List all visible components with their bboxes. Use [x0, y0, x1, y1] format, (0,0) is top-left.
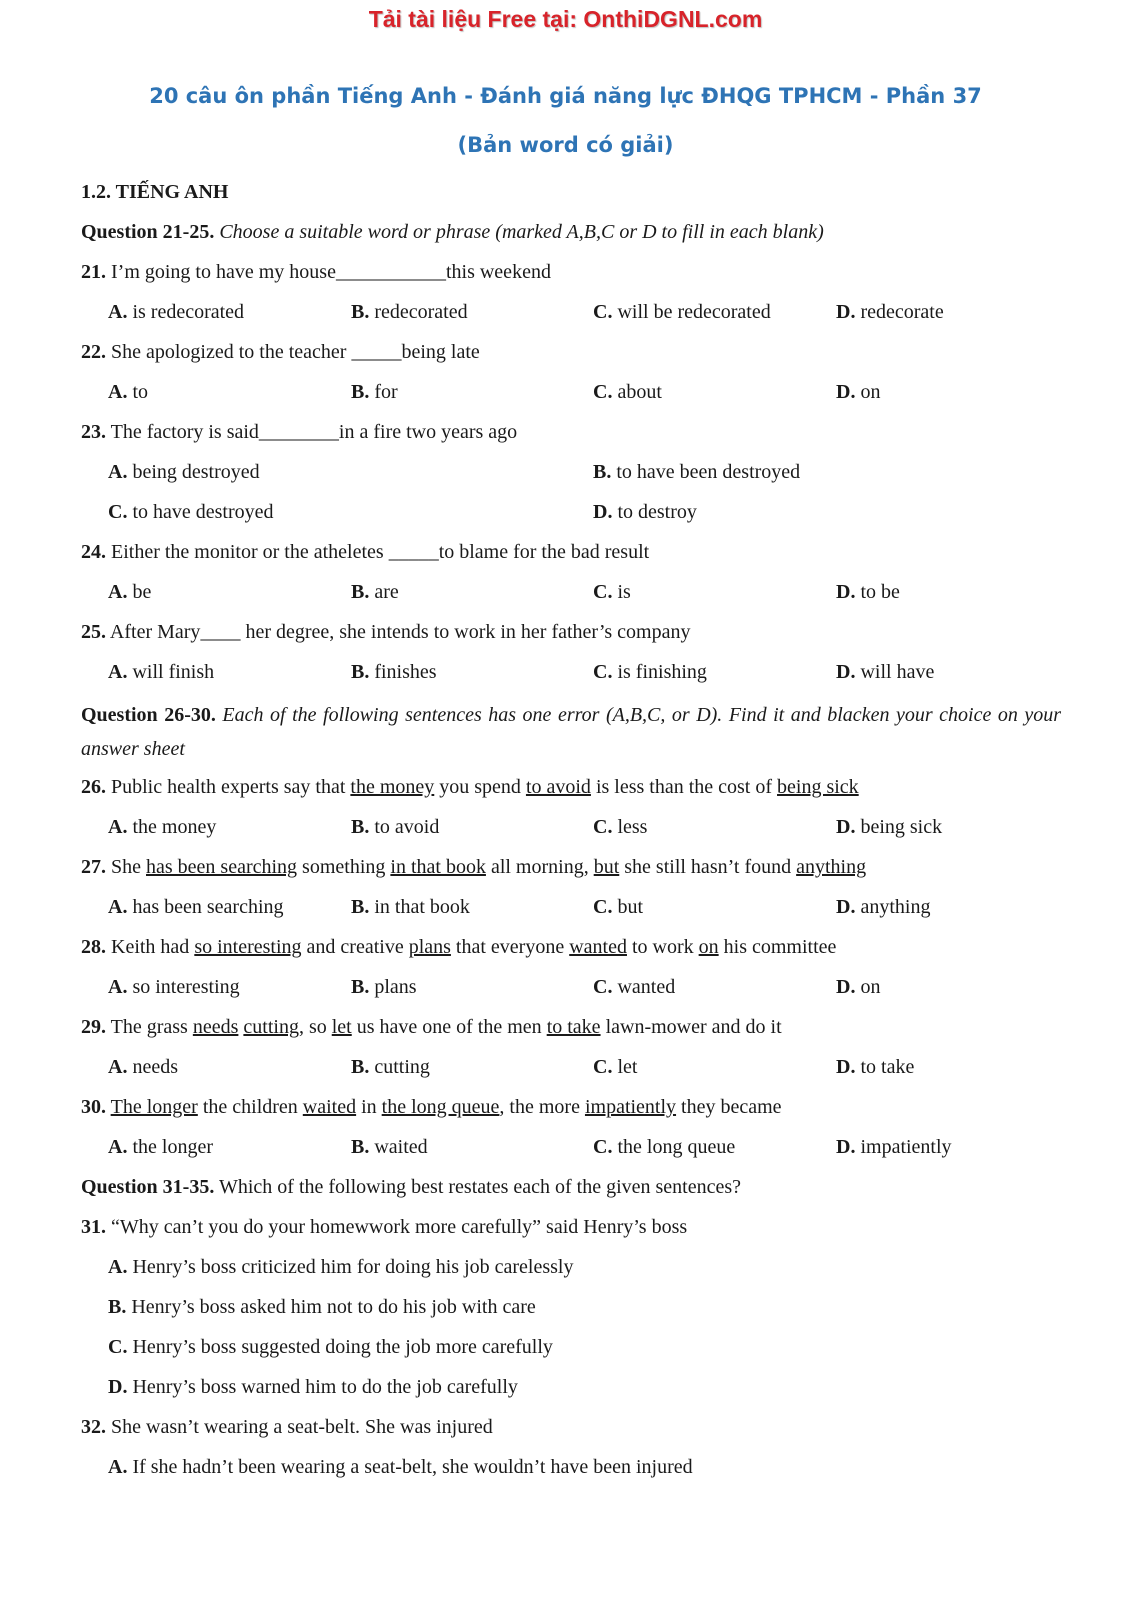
option-c[interactable]: C. will be redecorated	[593, 301, 771, 323]
underlined-segment: the money	[350, 776, 435, 798]
option-a[interactable]: A. to	[108, 381, 149, 403]
option-d[interactable]: D. Henry’s boss warned him to do the job carefully	[108, 1376, 518, 1398]
underlined-segment: impatiently	[584, 1096, 677, 1118]
option-a[interactable]: A. is redecorated	[108, 301, 245, 323]
underlined-segment: on	[698, 936, 719, 958]
options-22	[81, 378, 1061, 418]
question-text: her degree, she intends to work in her father’s company	[245, 621, 691, 643]
question-text: I’m going to have my house	[111, 261, 336, 283]
underlined-segment: so interesting	[194, 936, 302, 958]
option-a[interactable]: A. the money	[108, 816, 217, 838]
group-instruction: Each of the following sentences has one error (A,B,C, or D). Find it and blacken your choice on your answer sheet	[81, 704, 1062, 760]
option-d[interactable]: D. on	[836, 976, 881, 998]
options-21	[81, 298, 1061, 338]
option-a[interactable]: A. the longer	[108, 1136, 213, 1158]
option-d[interactable]: D. to destroy	[593, 501, 697, 523]
underlined-segment: but	[593, 856, 620, 878]
underlined-segment: the long queue	[381, 1096, 500, 1118]
option-a[interactable]: A. Henry’s boss criticized him for doing his job carelessly	[108, 1256, 574, 1278]
option-b[interactable]: B. plans	[351, 976, 417, 998]
question-32	[81, 1413, 1061, 1453]
question-number: 25.	[81, 621, 106, 643]
question-number: 21.	[81, 261, 106, 283]
question-23	[81, 418, 1061, 458]
option-b[interactable]: B. in that book	[351, 896, 470, 918]
question-29: 29. The grass needs cutting, so let us have one of the men to take lawn-mower and do it	[81, 1016, 782, 1038]
group-instruction: Choose a suitable word or phrase (marked A,B,C or D to fill in each blank)	[219, 221, 824, 243]
question-number: 23.	[81, 421, 106, 443]
underlined-segment: plans	[408, 936, 451, 958]
group-heading-21-25	[81, 218, 1061, 258]
options-30	[81, 1133, 1061, 1173]
option-d[interactable]: D. impatiently	[836, 1136, 952, 1158]
document-subtitle: (Bản word có giải)	[457, 133, 674, 157]
group-label: Question 26-30.	[81, 704, 216, 726]
option-a[interactable]: A. being destroyed	[108, 461, 260, 483]
blank: _____	[351, 341, 402, 363]
question-text: Either the monitor or the atheletes	[111, 541, 384, 563]
question-number: 32.	[81, 1416, 106, 1438]
option-b[interactable]: B. to avoid	[351, 816, 440, 838]
section-heading: 1.2. TIẾNG ANH	[81, 181, 229, 203]
option-c[interactable]: C. is	[593, 581, 631, 603]
question-text: “Why can’t you do your homewwork more carefully” said Henry’s boss	[111, 1216, 688, 1238]
question-30: 30. The longer the children waited in the long queue, the more impatiently they became	[81, 1096, 782, 1118]
question-text: being late	[401, 341, 480, 363]
underlined-segment: wanted	[569, 936, 627, 958]
underlined-segment: in that book	[390, 856, 486, 878]
option-a[interactable]: A. be	[108, 581, 152, 603]
option-d[interactable]: D. will have	[836, 661, 935, 683]
question-text: The factory is said	[110, 421, 259, 443]
option-c[interactable]: C. Henry’s boss suggested doing the job more carefully	[108, 1336, 553, 1358]
question-number: 28.	[81, 936, 106, 958]
option-d[interactable]: D. being sick	[836, 816, 943, 838]
option-c[interactable]: C. to have destroyed	[108, 501, 274, 523]
question-number: 29.	[81, 1016, 106, 1038]
underlined-segment: The longer	[110, 1096, 198, 1118]
question-text: in a fire two years ago	[338, 421, 518, 443]
question-31	[81, 1213, 1061, 1253]
question-25	[81, 618, 1061, 658]
question-27: 27. She has been searching something in that book all morning, but she still hasn’t found anything	[81, 856, 867, 878]
option-d[interactable]: D. to be	[836, 581, 900, 603]
options-26	[81, 813, 1061, 853]
options-25	[81, 658, 1061, 698]
option-d[interactable]: D. anything	[836, 896, 931, 918]
group-label: Question 21-25.	[81, 221, 215, 243]
question-number: 24.	[81, 541, 106, 563]
group-heading-31-35	[81, 1173, 1061, 1213]
option-d[interactable]: D. on	[836, 381, 881, 403]
question-24	[81, 538, 1061, 578]
question-22	[81, 338, 1061, 378]
options-24	[81, 578, 1061, 618]
underlined-segment: to take	[546, 1016, 601, 1038]
option-c[interactable]: C. the long queue	[593, 1136, 736, 1158]
option-c[interactable]: C. less	[593, 816, 648, 838]
question-text: After Mary	[109, 621, 201, 643]
option-a[interactable]: A. If she hadn’t been wearing a seat-belt, she wouldn’t have been injured	[108, 1456, 693, 1478]
underlined-segment: cutting	[243, 1016, 299, 1038]
blank: ________	[258, 421, 339, 443]
underlined-segment: being sick	[777, 776, 859, 798]
question-number: 31.	[81, 1216, 106, 1238]
option-a[interactable]: A. so interesting	[108, 976, 240, 998]
option-a[interactable]: A. needs	[108, 1056, 178, 1078]
option-b[interactable]: B. finishes	[351, 661, 437, 683]
group-heading-26-30	[81, 698, 1061, 773]
option-b[interactable]: B. for	[351, 381, 398, 403]
option-d[interactable]: D. redecorate	[836, 301, 944, 323]
question-number: 22.	[81, 341, 106, 363]
question-26: 26. Public health experts say that the money you spend to avoid is less than the cost of being sick	[81, 776, 859, 798]
group-instruction: Which of the following best restates each of the given sentences?	[218, 1176, 742, 1198]
underlined-segment: has been searching	[146, 856, 298, 878]
option-c[interactable]: C. let	[593, 1056, 638, 1078]
question-text: She apologized to the teacher	[111, 341, 347, 363]
options-28	[81, 973, 1061, 1013]
blank: ___________	[335, 261, 446, 283]
option-c[interactable]: C. but	[593, 896, 644, 918]
document-title: 20 câu ôn phần Tiếng Anh - Đánh giá năng lực ĐHQG TPHCM - Phần 37	[149, 84, 982, 108]
group-label: Question 31-35.	[81, 1176, 215, 1198]
option-a[interactable]: A. will finish	[108, 661, 215, 683]
blank: _____	[388, 541, 439, 563]
question-number: 26.	[81, 776, 106, 798]
option-b[interactable]: B. cutting	[351, 1056, 430, 1078]
underlined-segment: needs	[192, 1016, 239, 1038]
underlined-segment: waited	[302, 1096, 357, 1118]
option-c[interactable]: C. wanted	[593, 976, 676, 998]
document-body	[81, 178, 1061, 1493]
question-number: 30.	[81, 1096, 106, 1118]
options-23-row2	[81, 498, 1061, 538]
options-23-row1	[81, 458, 1061, 498]
options-27	[81, 893, 1061, 933]
question-21	[81, 258, 1061, 298]
option-d[interactable]: D. to take	[836, 1056, 915, 1078]
option-b[interactable]: B. redecorated	[351, 301, 468, 323]
question-text: She wasn’t wearing a seat-belt. She was injured	[111, 1416, 493, 1438]
option-c[interactable]: C. is finishing	[593, 661, 707, 683]
site-banner: Tải tài liệu Free tại: OnthiDGNL.com	[368, 6, 763, 32]
question-text: this weekend	[445, 261, 551, 283]
underlined-segment: anything	[796, 856, 867, 878]
option-b[interactable]: B. to have been destroyed	[593, 461, 801, 483]
option-b[interactable]: B. Henry’s boss asked him not to do his job with care	[108, 1296, 536, 1318]
options-29	[81, 1053, 1061, 1093]
option-c[interactable]: C. about	[593, 381, 662, 403]
option-b[interactable]: B. waited	[351, 1136, 428, 1158]
option-b[interactable]: B. are	[351, 581, 399, 603]
blank: ____	[200, 621, 241, 643]
question-28: 28. Keith had so interesting and creative plans that everyone wanted to work on his committee	[81, 936, 837, 958]
question-number: 27.	[81, 856, 106, 878]
option-a[interactable]: A. has been searching	[108, 896, 284, 918]
underlined-segment: let	[331, 1016, 352, 1038]
underlined-segment: to avoid	[525, 776, 591, 798]
question-text: to blame for the bad result	[438, 541, 650, 563]
